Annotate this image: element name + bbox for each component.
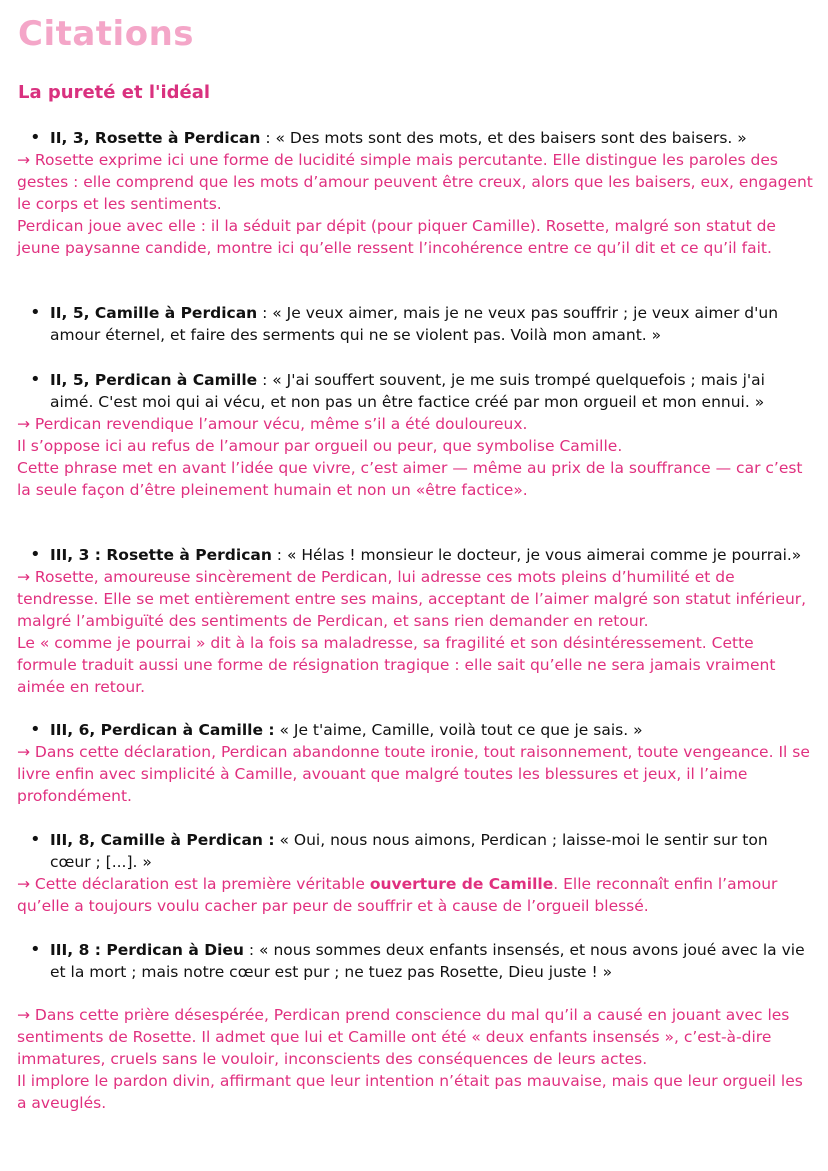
quote-text: « J'ai souffert souvent, je me suis trompé quelquefois ; mais j'ai aimé. C'est moi qui ai vécu, et non pas un être factice créé par mon orgueil et mon ennui. » (50, 371, 765, 411)
quote-text: « Des mots sont des mots, et des baisers sont des baisers. » (275, 129, 747, 147)
quote-reference: III, 6, Perdican à Camille : (50, 721, 275, 739)
quote-text: « Hélas ! monsieur le docteur, je vous aimerai comme je pourrai.» (286, 546, 802, 564)
commentary-paragraph: Il s’oppose ici au refus de l’amour par orgueil ou peur, que symbolise Camille. (17, 437, 623, 455)
quote-reference: III, 8, Camille à Perdican : (50, 831, 275, 849)
quote-commentary (17, 413, 813, 501)
quote-text: « Oui, nous nous aimons, Perdican ; laisse-moi le sentir sur ton cœur ; [...]. » (50, 831, 768, 871)
commentary-text: → Cette déclaration est la première véritable (17, 875, 370, 893)
quote-text: « Je t'aime, Camille, voilà tout ce que je sais. » (279, 721, 643, 739)
commentary-paragraph: Le « comme je pourrai » dit à la fois sa maladresse, sa fragilité et son désintéressement. Cette formule traduit aussi une forme de résignation tragique : elle sait qu’elle ne sera jamais vraiment aimée en retour. (17, 634, 776, 696)
quote-commentary (17, 149, 813, 259)
quote-separator: : (271, 546, 287, 564)
quote-commentary (17, 741, 813, 807)
quote-item (50, 829, 810, 873)
quote-item (50, 302, 810, 346)
commentary-paragraph: Il implore le pardon divin, affirmant que leur intention n’était pas mauvaise, mais que leur orgueil les a aveuglés. (17, 1072, 803, 1112)
quote-reference: II, 3, Rosette à Perdican (50, 129, 261, 147)
quote-item (50, 369, 810, 413)
quote-text: « Je veux aimer, mais je ne veux pas souffrir ; je veux aimer d'un amour éternel, et faire des serments qui ne se violent pas. Voilà mon amant. » (50, 304, 779, 344)
quote-item (50, 939, 810, 983)
quote-reference: III, 3 : Rosette à Perdican (50, 546, 272, 564)
commentary-paragraph: → Rosette exprime ici une forme de lucidité simple mais percutante. Elle distingue les paroles des gestes : elle comprend que les mots d’amour peuvent être creux, alors que les baisers, eux, engagent le corps et les sentiments. (17, 151, 813, 213)
commentary-text: . Elle reconnaît enfin l’amour qu’elle a toujours voulu cacher par peur de souffrir et à cause de l’orgueil blessé. (17, 875, 778, 915)
commentary-paragraph: → Dans cette déclaration, Perdican abandonne toute ironie, tout raisonnement, toute vengeance. Il se livre enfin avec simplicité à Camille, avouant que malgré toutes les blessures et jeux, il l’aime profondément. (17, 743, 810, 805)
quote-text: « nous sommes deux enfants insensés, et nous avons joué avec la vie et la mort ; mais notre cœur est pur ; ne tuez pas Rosette, Dieu juste ! » (50, 941, 805, 981)
page-title: Citations (18, 14, 195, 54)
quote-item (50, 544, 810, 566)
quote-separator: : (257, 371, 273, 389)
commentary-paragraph: → Rosette, amoureuse sincèrement de Perdican, lui adresse ces mots pleins d’humilité et de tendresse. Elle se met entièrement entre ses mains, acceptant de l’aimer malgré son statut inférieur, malgré l’ambiguïté des sentiments de Perdican, et sans rien demander en retour. (17, 568, 807, 630)
commentary-paragraph (17, 873, 813, 917)
section-title: La pureté et l'idéal (18, 82, 211, 103)
commentary-paragraph: → Perdican revendique l’amour vécu, même s’il a été douloureux. (17, 415, 528, 433)
commentary-emphasis: ouverture de Camille (369, 875, 554, 893)
commentary-paragraph: Cette phrase met en avant l’idée que vivre, c’est aimer — même au prix de la souffrance — car c’est la seule façon d’être pleinement humain et non un «être factice». (17, 459, 803, 499)
commentary-paragraph: → Dans cette prière désespérée, Perdican prend conscience du mal qu’il a causé en jouant avec les sentiments de Rosette. Il admet que lui et Camille ont été « deux enfants insensés », c’est-à-dire immatures, cruels sans le vouloir, inconscients des conséquences de leurs actes. (17, 1006, 790, 1068)
quote-separator: : (260, 129, 276, 147)
quote-item (50, 127, 810, 149)
quote-commentary (17, 873, 813, 917)
quote-commentary (17, 1004, 813, 1114)
quote-commentary (17, 566, 813, 698)
quote-reference: II, 5, Perdican à Camille (50, 371, 258, 389)
quote-reference: II, 5, Camille à Perdican (50, 304, 258, 322)
quote-reference: III, 8 : Perdican à Dieu (50, 941, 244, 959)
quote-separator: : (243, 941, 260, 959)
quote-item (50, 719, 810, 741)
quote-separator: : (257, 304, 273, 322)
commentary-paragraph: Perdican joue avec elle : il la séduit par dépit (pour piquer Camille). Rosette, malgré son statut de jeune paysanne candide, montre ici qu’elle ressent l’incohérence entre ce qu’il dit et ce qu’il fait. (17, 217, 776, 257)
